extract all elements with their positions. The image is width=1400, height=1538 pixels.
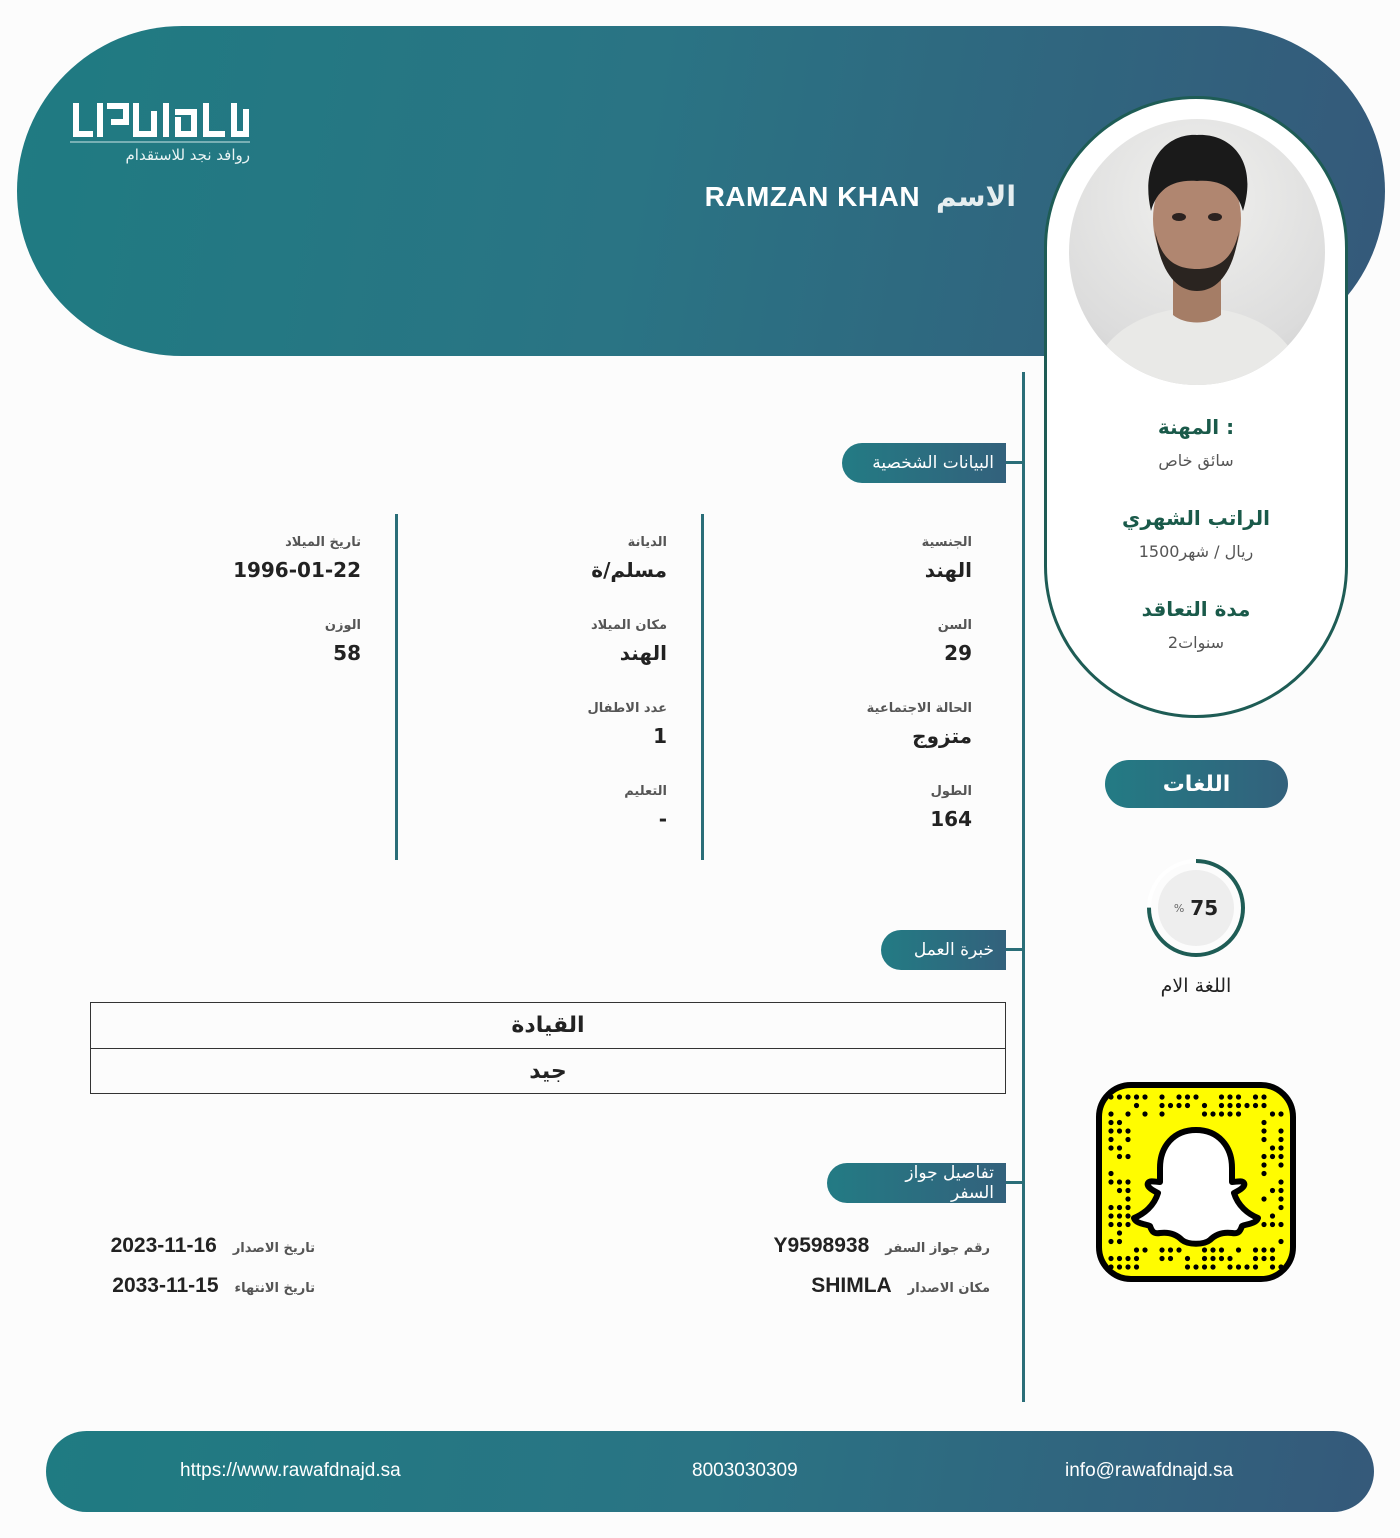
snapcode-dot (1270, 1111, 1275, 1116)
education-value: - (658, 807, 667, 831)
snapcode-dot (1270, 1154, 1275, 1159)
dob-value: 1996-01-22 (233, 558, 361, 582)
snapcode-dot (1261, 1103, 1266, 1108)
contract-value: 2سنوات (1167, 633, 1225, 652)
logo-tagline: روافد نجد للاستقدام (125, 146, 250, 164)
snapcode-dot (1108, 1137, 1113, 1142)
expiry-date-value: 2033-11-15 (112, 1274, 219, 1297)
language-percent: 75 (1190, 896, 1219, 920)
phone-link[interactable]: 8003030309 (692, 1460, 798, 1481)
snapcode-dot (1176, 1247, 1181, 1252)
snapcode-dot (1108, 1094, 1113, 1099)
snapcode-dot (1261, 1120, 1266, 1125)
snapcode-dot (1278, 1205, 1283, 1210)
snapcode-dot (1278, 1162, 1283, 1167)
snapcode-dot (1270, 1247, 1275, 1252)
email-link[interactable]: info@rawafdnajd.sa (1065, 1460, 1234, 1481)
snapcode-dot (1210, 1264, 1215, 1269)
snapcode-dot (1270, 1222, 1275, 1227)
snapcode-dot (1227, 1094, 1232, 1099)
snapcode-dot (1117, 1239, 1122, 1244)
snapcode-dot (1134, 1264, 1139, 1269)
snapcode-dot (1210, 1111, 1215, 1116)
snapcode-dot (1185, 1103, 1190, 1108)
education-label: التعليم (624, 784, 667, 799)
snapcode-dot (1125, 1154, 1130, 1159)
snapcode-dot (1108, 1205, 1113, 1210)
weight-field (325, 618, 361, 665)
snapcode-dot (1219, 1094, 1224, 1099)
snapcode-dot (1185, 1094, 1190, 1099)
snapchat-icon (1096, 1082, 1296, 1282)
gauge-center (1158, 870, 1234, 946)
snapcode-dot (1270, 1188, 1275, 1193)
profession-field (1047, 415, 1345, 470)
snapcode-dot (1210, 1247, 1215, 1252)
section-passport: تفاصيل جواز السفر (827, 1163, 1006, 1203)
snapcode-dot (1278, 1264, 1283, 1269)
snapcode-dot (1108, 1179, 1113, 1184)
snapcode-dot (1185, 1264, 1190, 1269)
company-logo (70, 98, 250, 164)
snapcode-dot (1125, 1094, 1130, 1099)
skills-table (90, 1002, 1006, 1094)
marital-value: متزوج (912, 724, 972, 748)
children-value: 1 (653, 724, 667, 748)
contract-field (1047, 597, 1345, 652)
snapcode-dot (1236, 1264, 1241, 1269)
snapcode-dot (1168, 1256, 1173, 1261)
snapcode-dot (1236, 1247, 1241, 1252)
snapcode-dot (1125, 1264, 1130, 1269)
dob-field (233, 535, 361, 582)
column-divider (701, 514, 704, 860)
issue-place-label: مكان الاصدار (907, 1281, 990, 1296)
snapcode-dot (1227, 1264, 1232, 1269)
snapcode-dot (1117, 1094, 1122, 1099)
snapcode-dot (1227, 1256, 1232, 1261)
age-label: السن (937, 618, 972, 633)
snapcode-dot (1278, 1196, 1283, 1201)
snapcode-dot (1125, 1205, 1130, 1210)
snapcode-dot (1108, 1128, 1113, 1133)
snapcode-dot (1117, 1256, 1122, 1261)
snapcode-dot (1142, 1111, 1147, 1116)
children-label: عدد الاطفال (587, 701, 667, 716)
person-photo-icon (1069, 119, 1325, 385)
candidate-photo (1069, 119, 1325, 385)
expiry-date-field (112, 1274, 315, 1298)
passport-number-value: Y9598938 (773, 1234, 870, 1257)
snapcode-dot (1219, 1247, 1224, 1252)
snapcode-dot (1253, 1256, 1258, 1261)
snapcode-dot (1125, 1256, 1130, 1261)
snapcode-dot (1253, 1094, 1258, 1099)
timeline-divider (1022, 372, 1025, 1402)
logo-mark-icon (70, 98, 250, 144)
snapcode-dot (1159, 1094, 1164, 1099)
snapcode-dot (1219, 1111, 1224, 1116)
snapcode-dot (1253, 1247, 1258, 1252)
snapcode-dot (1134, 1256, 1139, 1261)
languages-title: اللغات (1105, 760, 1288, 808)
snapcode-dot (1202, 1103, 1207, 1108)
snapcode-dot (1125, 1128, 1130, 1133)
snapcode-dot (1261, 1137, 1266, 1142)
snapcode-dot (1261, 1154, 1266, 1159)
website-link[interactable]: https://www.rawafdnajd.sa (180, 1460, 401, 1481)
nationality-field (922, 535, 972, 582)
nationality-label: الجنسية (921, 535, 972, 550)
snapcode-dot (1202, 1264, 1207, 1269)
name-row (705, 180, 1016, 213)
snapcode-dot (1193, 1264, 1198, 1269)
snapcode-dot (1117, 1188, 1122, 1193)
snapcode-dot (1236, 1094, 1241, 1099)
pill-connector (1006, 1181, 1024, 1184)
height-value: 164 (930, 807, 972, 831)
snapcode-dot (1142, 1094, 1147, 1099)
snapcode-dot (1261, 1256, 1266, 1261)
snapcode[interactable] (1096, 1082, 1296, 1282)
snapcode-dot (1134, 1103, 1139, 1108)
snapcode-dot (1117, 1230, 1122, 1235)
snapcode-dot (1125, 1111, 1130, 1116)
snapcode-dot (1202, 1111, 1207, 1116)
snapcode-dot (1270, 1145, 1275, 1150)
snapcode-dot (1108, 1213, 1113, 1218)
snapcode-dot (1270, 1256, 1275, 1261)
snapcode-dot (1125, 1137, 1130, 1142)
snapcode-dot (1125, 1222, 1130, 1227)
nationality-value: الهند (924, 558, 972, 582)
snapcode-dot (1176, 1094, 1181, 1099)
snapcode-dot (1270, 1264, 1275, 1269)
children-field (588, 701, 668, 748)
snapcode-dot (1193, 1094, 1198, 1099)
snapcode-dot (1125, 1188, 1130, 1193)
snapcode-dot (1236, 1111, 1241, 1116)
language-name: اللغة الام (1160, 975, 1232, 997)
profession-value: سائق خاص (1158, 451, 1234, 470)
skill-name: القيادة (511, 1013, 585, 1038)
snapcode-dot (1125, 1196, 1130, 1201)
snapcode-dot (1278, 1239, 1283, 1244)
snapcode-dot (1278, 1137, 1283, 1142)
snapcode-dot (1134, 1094, 1139, 1099)
snapcode-dot (1117, 1120, 1122, 1125)
snapcode-dot (1270, 1213, 1275, 1218)
profession-label: المهنة : (1157, 415, 1235, 439)
snapcode-dot (1159, 1111, 1164, 1116)
pill-connector (1006, 948, 1024, 951)
snapcode-dot (1108, 1145, 1113, 1150)
birthplace-value: الهند (619, 641, 667, 665)
marital-field (867, 701, 972, 748)
snapcode-dot (1108, 1264, 1113, 1269)
snapcode-dot (1278, 1154, 1283, 1159)
snapcode-dot (1278, 1145, 1283, 1150)
snapcode-dot (1117, 1205, 1122, 1210)
snapcode-dot (1108, 1239, 1113, 1244)
education-field (624, 784, 667, 831)
snapcode-dot (1261, 1162, 1266, 1167)
expiry-date-label: تاريخ الانتهاء (234, 1281, 315, 1296)
snapcode-dot (1261, 1171, 1266, 1176)
issue-date-value: 2023-11-16 (110, 1234, 217, 1257)
candidate-name: RAMZAN KHAN (704, 181, 921, 212)
snapcode-dot (1253, 1264, 1258, 1269)
birthplace-label: مكان الميلاد (590, 618, 667, 633)
snapcode-dot (1202, 1256, 1207, 1261)
snapcode-dot (1210, 1256, 1215, 1261)
snapcode-dot (1125, 1213, 1130, 1218)
issue-place-value: SHIMLA (811, 1274, 892, 1297)
age-field (938, 618, 972, 665)
pill-connector (1006, 461, 1024, 464)
weight-label: الوزن (324, 618, 361, 633)
snapcode-dot (1219, 1103, 1224, 1108)
snapcode-dot (1159, 1247, 1164, 1252)
marital-label: الحالة الاجتماعية (866, 701, 972, 716)
snapcode-dot (1261, 1247, 1266, 1252)
snapcode-dot (1159, 1256, 1164, 1261)
issue-date-field (111, 1234, 315, 1258)
snapcode-dot (1117, 1222, 1122, 1227)
snapcode-dot (1142, 1247, 1147, 1252)
age-value: 29 (944, 641, 972, 665)
snapcode-dot (1108, 1120, 1113, 1125)
snapcode-dot (1244, 1103, 1249, 1108)
passport-number-field (774, 1234, 990, 1258)
footer (46, 1431, 1374, 1512)
section-experience: خبرة العمل (881, 930, 1006, 970)
snapcode-dot (1244, 1264, 1249, 1269)
contract-label: مدة التعاقد (1141, 597, 1251, 621)
salary-field (1047, 506, 1345, 561)
religion-field (591, 535, 667, 582)
snapcode-dot (1278, 1179, 1283, 1184)
snapcode-dot (1159, 1103, 1164, 1108)
snapcode-dot (1261, 1094, 1266, 1099)
snapcode-dot (1253, 1103, 1258, 1108)
snapcode-dot (1117, 1213, 1122, 1218)
snapcode-dot (1134, 1247, 1139, 1252)
snapcode-dot (1108, 1171, 1113, 1176)
snapcode-dot (1278, 1111, 1283, 1116)
column-divider (395, 514, 398, 860)
snapcode-dot (1108, 1111, 1113, 1116)
snapcode-dot (1117, 1179, 1122, 1184)
snapcode-dot (1117, 1264, 1122, 1269)
snapcode-dot (1117, 1154, 1122, 1159)
snapcode-dot (1278, 1222, 1283, 1227)
snapcode-dot (1108, 1256, 1113, 1261)
snapcode-dot (1278, 1188, 1283, 1193)
snapcode-dot (1176, 1103, 1181, 1108)
section-personal: البيانات الشخصية (842, 443, 1006, 483)
snapcode-dot (1202, 1247, 1207, 1252)
height-field (930, 784, 972, 831)
snapcode-dot (1125, 1179, 1130, 1184)
issue-place-field (811, 1274, 990, 1298)
snapcode-dot (1227, 1103, 1232, 1108)
weight-value: 58 (333, 641, 361, 665)
dob-label: تاريخ الميلاد (285, 535, 361, 550)
snapcode-dot (1227, 1111, 1232, 1116)
snapcode-dot (1219, 1256, 1224, 1261)
snapcode-dot (1117, 1145, 1122, 1150)
snapcode-dot (1261, 1196, 1266, 1201)
issue-date-label: تاريخ الاصدار (232, 1241, 315, 1256)
snapcode-dot (1236, 1103, 1241, 1108)
profile-card (1044, 96, 1348, 718)
snapcode-dot (1108, 1222, 1113, 1227)
height-label: الطول (930, 784, 972, 799)
skill-level: جيد (91, 1048, 1005, 1093)
birthplace-field (591, 618, 667, 665)
salary-label: الراتب الشهري (1122, 506, 1270, 530)
snapcode-dot (1261, 1128, 1266, 1133)
salary-value: 1500ريال / شهر (1138, 542, 1254, 561)
percent-sign: % (1173, 901, 1185, 915)
religion-label: الديانة (627, 535, 667, 550)
snapcode-dot (1261, 1222, 1266, 1227)
name-label: الاسم (936, 180, 1016, 213)
snapcode-dot (1278, 1128, 1283, 1133)
snapcode-dot (1117, 1128, 1122, 1133)
language-gauge (1144, 856, 1248, 960)
passport-number-label: رقم جواز السفر (885, 1241, 990, 1256)
snapcode-dot (1185, 1256, 1190, 1261)
snapcode-dot (1168, 1103, 1173, 1108)
snapcode-dot (1168, 1247, 1173, 1252)
religion-value: مسلم/ة (591, 558, 667, 582)
